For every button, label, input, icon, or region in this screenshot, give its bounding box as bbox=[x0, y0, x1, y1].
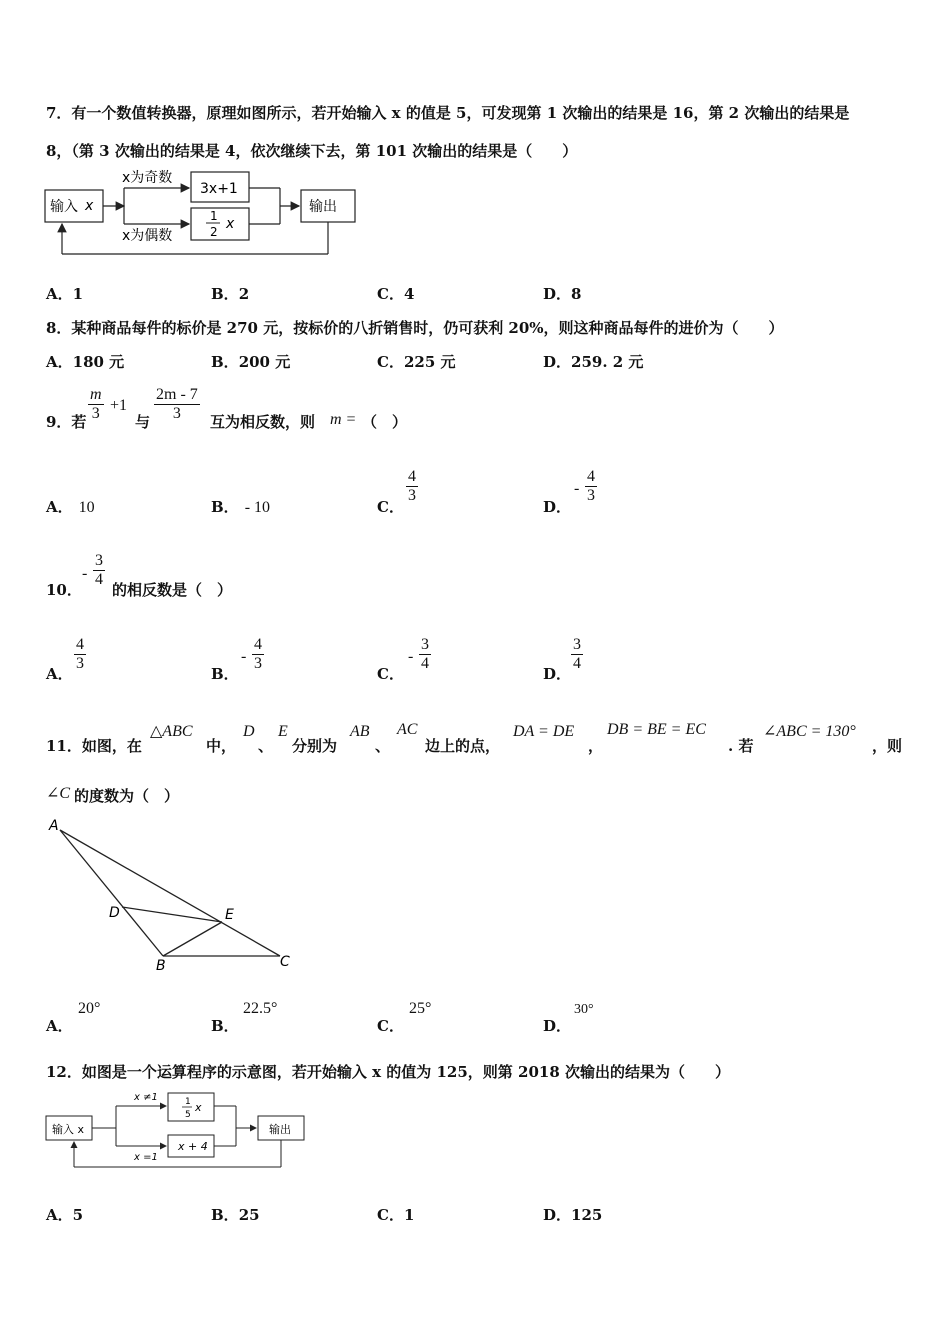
q12-output-label: 输出 bbox=[269, 1123, 291, 1136]
q7-odd-condition: x为奇数 bbox=[122, 170, 173, 186]
q11-comma: ， bbox=[588, 737, 604, 755]
q7-output-label: 输出 bbox=[309, 199, 337, 215]
q12-bottom-expression: x + 4 bbox=[178, 1140, 208, 1153]
q11-text-5: . 若 bbox=[728, 737, 754, 755]
q10-option-c-sign: - bbox=[408, 648, 414, 665]
q10-option-a[interactable]: A． bbox=[46, 665, 73, 683]
q11-sep-1: 、 bbox=[258, 737, 274, 755]
q12-stem: 12．如图是一个运算程序的示意图，若开始输入 x 的值为 125，则第 2018 次输出的结果为（ ） bbox=[46, 1063, 730, 1081]
q12-option-a[interactable]: A．5 bbox=[46, 1206, 84, 1224]
q7-input-label: 输入 bbox=[50, 199, 78, 215]
q9-tail-math: m = bbox=[330, 411, 357, 428]
q10-option-a-fraction: $\frac{4}{3}$ bbox=[76, 636, 84, 672]
q9-option-d[interactable]: D． bbox=[543, 498, 572, 516]
q7-option-b[interactable]: B．2 bbox=[211, 285, 250, 303]
q11-triangle-figure bbox=[40, 812, 300, 977]
q11-label-a: A bbox=[49, 818, 59, 834]
q9-prefix: 9．若 bbox=[46, 413, 87, 431]
q9-option-b[interactable]: B． - 10 bbox=[211, 498, 271, 516]
q10-suffix: 的相反数是（ ） bbox=[112, 581, 233, 599]
q11-option-a-value: 20° bbox=[78, 1000, 101, 1017]
q11-option-c-value: 25° bbox=[409, 1000, 432, 1017]
q11-option-c[interactable]: C． bbox=[377, 1017, 404, 1035]
q9-fraction-2m-7-over-3: $\frac{2m - 7}{3}$ bbox=[156, 386, 198, 422]
q10-prefix: 10． bbox=[46, 581, 82, 599]
q7-even-numerator: 1 bbox=[210, 209, 218, 223]
q7-even-denominator: 2 bbox=[210, 225, 218, 239]
q11-text-4: 边上的点， bbox=[425, 737, 501, 755]
q11-line2-text: 的度数为（ ） bbox=[74, 787, 180, 805]
q7-even-condition: x为偶数 bbox=[122, 228, 173, 244]
q9-option-a[interactable]: A． 10 bbox=[46, 498, 95, 516]
q12-top-var: x bbox=[195, 1101, 202, 1114]
q12-input-label: 输入 x bbox=[52, 1123, 85, 1136]
q10-fraction: $\frac{3}{4}$ bbox=[95, 552, 103, 588]
q9-option-c-fraction: $\frac{4}{3}$ bbox=[408, 468, 416, 504]
q11-triangle: △ABC bbox=[150, 723, 193, 740]
q8-option-a[interactable]: A．180 元 bbox=[46, 353, 125, 371]
q11-text-2: 中， bbox=[206, 737, 237, 755]
q11-option-d[interactable]: D． bbox=[543, 1017, 572, 1035]
q11-text-1: 11．如图，在 bbox=[46, 737, 142, 755]
q10-option-d-fraction: $\frac{3}{4}$ bbox=[573, 636, 581, 672]
q11-option-d-value: 30° bbox=[574, 1002, 594, 1017]
q11-side-ac: AC bbox=[397, 721, 418, 738]
q9-option-c[interactable]: C． bbox=[377, 498, 404, 516]
q11-sep-2: 、 bbox=[375, 737, 391, 755]
q12-option-c[interactable]: C．1 bbox=[377, 1206, 415, 1224]
q12-top-denominator: 5 bbox=[185, 1110, 191, 1120]
q7-odd-expression: 3x+1 bbox=[200, 181, 238, 197]
q7-converter-diagram bbox=[40, 166, 370, 262]
q10-option-b-fraction: $\frac{4}{3}$ bbox=[254, 636, 262, 672]
q9-option-d-sign: - bbox=[574, 480, 580, 497]
q9-option-d-fraction: $\frac{4}{3}$ bbox=[587, 468, 595, 504]
q12-program-diagram bbox=[44, 1088, 308, 1170]
q10-option-b-sign: - bbox=[241, 648, 247, 665]
q10-option-c[interactable]: C． bbox=[377, 665, 404, 683]
q8-option-b[interactable]: B．200 元 bbox=[211, 353, 291, 371]
q7-stem-line1: 7．有一个数值转换器，原理如图所示，若开始输入 x 的值是 5，可发现第 1 次输出的结果是 16，第 2 次输出的结果是 bbox=[46, 104, 850, 122]
q12-top-numerator: 1 bbox=[185, 1097, 191, 1107]
q7-option-a[interactable]: A．1 bbox=[46, 285, 84, 303]
q11-eq-db-be-ec: DB = BE = EC bbox=[607, 721, 706, 738]
q11-label-d: D bbox=[109, 905, 120, 921]
q11-label-b: B bbox=[156, 958, 166, 974]
q11-side-ab: AB bbox=[350, 723, 370, 740]
q11-eq-da-de: DA = DE bbox=[513, 723, 575, 740]
q12-bottom-condition: x =1 bbox=[134, 1152, 158, 1163]
q9-tail-paren: （ ） bbox=[362, 413, 408, 431]
q7-option-d[interactable]: D．8 bbox=[543, 285, 582, 303]
q7-even-var: x bbox=[226, 216, 235, 232]
q11-label-e: E bbox=[225, 907, 234, 923]
q12-option-b[interactable]: B．25 bbox=[211, 1206, 260, 1224]
q9-plus-one: +1 bbox=[110, 397, 128, 414]
q10-option-b[interactable]: B． bbox=[211, 665, 239, 683]
q10-sign: - bbox=[82, 565, 88, 582]
q8-option-d[interactable]: D．259. 2 元 bbox=[543, 353, 644, 371]
q7-input-var: x bbox=[85, 198, 94, 214]
q11-option-b-value: 22.5° bbox=[243, 1000, 278, 1017]
q9-suffix: 互为相反数，则 bbox=[210, 413, 316, 431]
q11-option-b[interactable]: B． bbox=[211, 1017, 239, 1035]
q7-stem-line2: 8，（第 3 次输出的结果是 4，依次继续下去，第 101 次输出的结果是（ ） bbox=[46, 142, 578, 160]
q11-point-d: D bbox=[243, 723, 255, 740]
q12-top-condition: x ≠1 bbox=[134, 1092, 158, 1103]
q11-angle-c: ∠C bbox=[46, 785, 71, 802]
q10-option-d[interactable]: D． bbox=[543, 665, 572, 683]
q7-option-c[interactable]: C．4 bbox=[377, 285, 415, 303]
q11-point-e: E bbox=[278, 723, 288, 740]
q9-conjunction: 与 bbox=[135, 413, 151, 431]
q8-option-c[interactable]: C．225 元 bbox=[377, 353, 456, 371]
q11-text-6: ，则 bbox=[872, 737, 903, 755]
q11-label-c: C bbox=[280, 954, 290, 970]
q9-fraction-m-over-3: $\frac{m}{3}$ bbox=[90, 386, 102, 422]
q10-option-c-fraction: $\frac{3}{4}$ bbox=[421, 636, 429, 672]
q11-option-a[interactable]: A． bbox=[46, 1017, 73, 1035]
q11-angle-abc: ∠ABC = 130° bbox=[763, 723, 856, 740]
q8-stem: 8．某种商品每件的标价是 270 元，按标价的八折销售时，仍可获利 20%，则这种商品每件的进价为（ ） bbox=[46, 319, 784, 337]
q12-option-d[interactable]: D．125 bbox=[543, 1206, 603, 1224]
q11-text-3: 分别为 bbox=[292, 737, 338, 755]
